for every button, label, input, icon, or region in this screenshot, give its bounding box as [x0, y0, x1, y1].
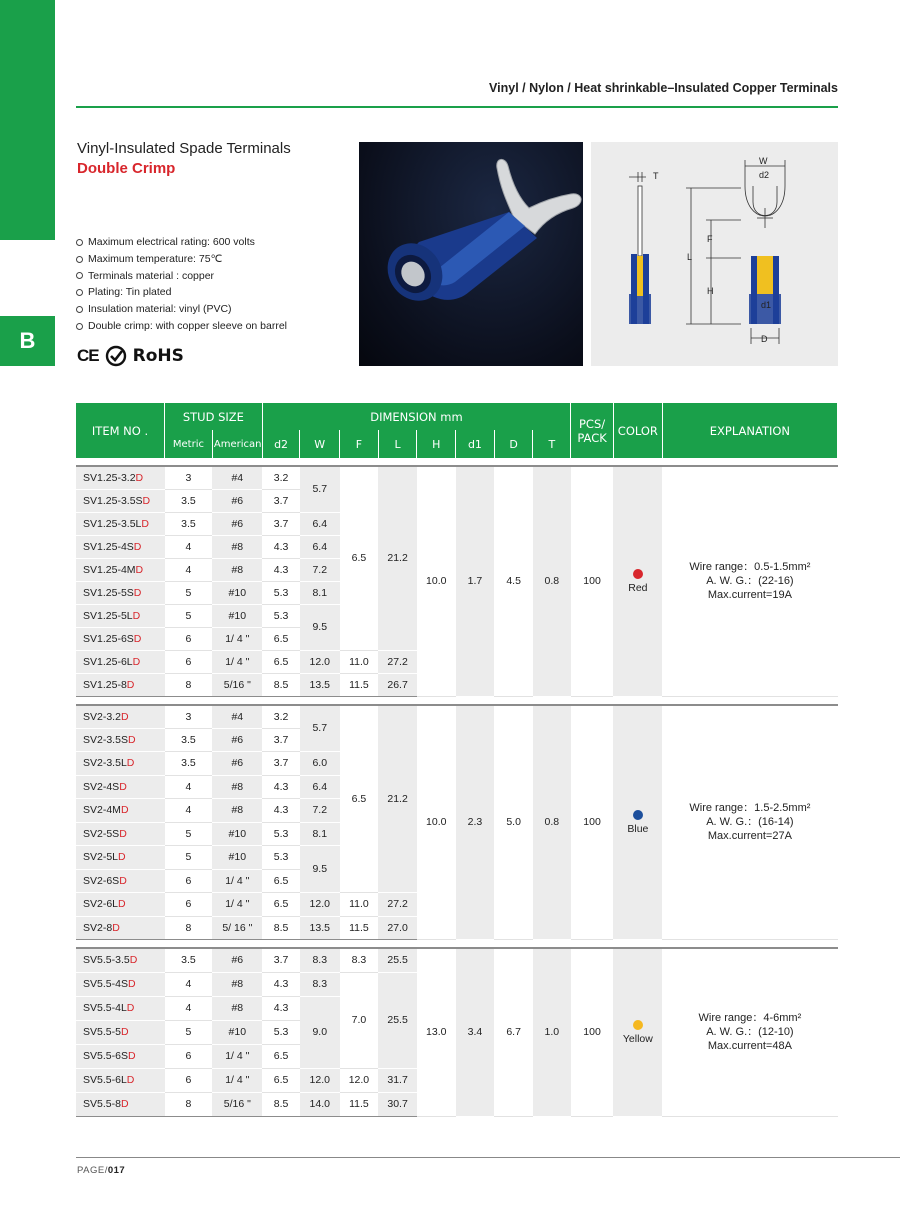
feature-item: Terminals material : copper	[76, 268, 287, 285]
item-number: SV2-3.5LD	[76, 752, 165, 776]
header-f: F	[340, 430, 379, 458]
diagram-label-d: D	[761, 334, 768, 344]
header-t: T	[533, 430, 571, 458]
item-number: SV5.5-6LD	[76, 1068, 165, 1092]
d2-cell: 6.5	[262, 650, 300, 673]
d2-cell: 5.3	[262, 846, 300, 870]
l-cell: 25.5	[378, 972, 417, 1068]
american-cell: #10	[212, 604, 262, 627]
american-cell: 1/ 4 "	[212, 869, 262, 893]
feature-item: Maximum temperature: 75℃	[76, 251, 287, 268]
item-number: SV1.25-8D	[76, 673, 165, 696]
d-cell: 5.0	[494, 705, 533, 940]
metric-cell: 5	[165, 581, 213, 604]
w-cell: 7.2	[300, 558, 340, 581]
metric-cell: 3.5	[165, 728, 213, 752]
f-cell: 11.0	[340, 650, 379, 673]
american-cell: #8	[212, 775, 262, 799]
d2-cell: 3.7	[262, 948, 300, 972]
item-number: SV5.5-4SD	[76, 972, 165, 996]
item-number: SV2-6LD	[76, 893, 165, 917]
d2-cell: 6.5	[262, 893, 300, 917]
w-cell: 8.3	[300, 972, 340, 996]
metric-cell: 3	[165, 466, 213, 489]
explanation-cell: Wire range：0.5-1.5mm² A. W. G.：(22-16) Max.current=19A	[662, 466, 837, 696]
f-cell: 11.5	[340, 1092, 379, 1116]
t-cell: 1.0	[533, 948, 571, 1116]
certification-logos	[77, 345, 184, 367]
item-number: SV2-5SD	[76, 822, 165, 846]
diagram-label-l: L	[687, 252, 693, 262]
american-cell: #8	[212, 558, 262, 581]
item-number: SV5.5-4LD	[76, 996, 165, 1020]
metric-cell: 5	[165, 1020, 213, 1044]
item-number: SV2-4MD	[76, 799, 165, 823]
product-subtitle: Double Crimp	[77, 160, 176, 177]
american-cell: #6	[212, 728, 262, 752]
bullet-icon	[76, 256, 83, 263]
item-number: SV1.25-3.2D	[76, 466, 165, 489]
metric-cell: 8	[165, 673, 213, 696]
metric-cell: 6	[165, 893, 213, 917]
item-number: SV1.25-5SD	[76, 581, 165, 604]
header-pcs-pack: PCS/ PACK	[571, 403, 614, 458]
american-cell: #10	[212, 581, 262, 604]
item-number: SV2-8D	[76, 916, 165, 940]
american-cell: #6	[212, 512, 262, 535]
metric-cell: 4	[165, 775, 213, 799]
ce-mark-icon: CE	[77, 346, 99, 365]
d2-cell: 4.3	[262, 799, 300, 823]
l-cell: 31.7	[378, 1068, 417, 1092]
item-number: SV5.5-6SD	[76, 1044, 165, 1068]
d2-cell: 4.3	[262, 535, 300, 558]
d2-cell: 5.3	[262, 581, 300, 604]
color-dot-icon	[633, 810, 643, 820]
color-cell: Blue	[613, 705, 662, 940]
l-cell: 27.2	[378, 893, 417, 917]
w-cell: 8.1	[300, 581, 340, 604]
spec-table-body	[76, 458, 838, 1116]
metric-cell: 5	[165, 822, 213, 846]
american-cell: #10	[212, 822, 262, 846]
diagram-label-d2: d2	[759, 170, 770, 180]
product-title: Vinyl-Insulated Spade Terminals	[77, 140, 291, 157]
w-cell: 9.0	[300, 996, 340, 1068]
item-number: SV2-5LD	[76, 846, 165, 870]
d1-cell: 2.3	[456, 705, 495, 940]
metric-cell: 6	[165, 627, 213, 650]
f-cell: 12.0	[340, 1068, 379, 1092]
d2-cell: 5.3	[262, 604, 300, 627]
bullet-icon	[76, 323, 83, 330]
american-cell: 1/ 4 "	[212, 1044, 262, 1068]
d2-cell: 4.3	[262, 996, 300, 1020]
d-cell: 4.5	[494, 466, 533, 696]
d2-cell: 3.2	[262, 466, 300, 489]
l-cell: 27.2	[378, 650, 417, 673]
american-cell: #6	[212, 752, 262, 776]
explanation-cell: Wire range：4-6mm² A. W. G.：(12-10) Max.current=48A	[662, 948, 837, 1116]
metric-cell: 5	[165, 846, 213, 870]
metric-cell: 4	[165, 799, 213, 823]
t-cell: 0.8	[533, 705, 571, 940]
h-cell: 10.0	[417, 466, 456, 696]
bullet-icon	[76, 306, 83, 313]
section-tab	[0, 0, 55, 240]
header-h: H	[417, 430, 456, 458]
header-d: D	[494, 430, 533, 458]
american-cell: #4	[212, 705, 262, 729]
item-number: SV2-4SD	[76, 775, 165, 799]
american-cell: 5/ 16 "	[212, 916, 262, 940]
metric-cell: 6	[165, 869, 213, 893]
d2-cell: 8.5	[262, 916, 300, 940]
header-stud-size: STUD SIZE	[165, 403, 263, 430]
footer-divider	[76, 1157, 900, 1158]
metric-cell: 5	[165, 604, 213, 627]
metric-cell: 3	[165, 705, 213, 729]
d2-cell: 6.5	[262, 627, 300, 650]
w-cell: 5.7	[300, 705, 340, 752]
item-number: SV1.25-4SD	[76, 535, 165, 558]
f-cell: 11.5	[340, 673, 379, 696]
pcs-cell: 100	[571, 948, 614, 1116]
d2-cell: 5.3	[262, 1020, 300, 1044]
item-number: SV5.5-3.5D	[76, 948, 165, 972]
section-letter: B	[0, 316, 55, 366]
page-number: PAGE/017	[77, 1165, 126, 1176]
diagram-label-t: T	[653, 171, 659, 181]
header-color: COLOR	[613, 403, 662, 458]
metric-cell: 3.5	[165, 948, 213, 972]
d2-cell: 8.5	[262, 1092, 300, 1116]
metric-cell: 8	[165, 916, 213, 940]
d2-cell: 3.7	[262, 752, 300, 776]
american-cell: #8	[212, 799, 262, 823]
d2-cell: 8.5	[262, 673, 300, 696]
f-cell: 11.5	[340, 916, 379, 940]
american-cell: 1/ 4 "	[212, 1068, 262, 1092]
product-photo	[359, 142, 583, 366]
color-dot-icon	[633, 569, 643, 579]
metric-cell: 8	[165, 1092, 213, 1116]
d2-cell: 5.3	[262, 822, 300, 846]
d2-cell: 3.7	[262, 728, 300, 752]
header-item-no: ITEM NO .	[76, 403, 165, 458]
rohs-mark-icon: RoHS	[132, 346, 184, 366]
f-cell: 6.5	[340, 705, 379, 893]
w-cell: 13.5	[300, 916, 340, 940]
color-cell: Red	[613, 466, 662, 696]
metric-cell: 4	[165, 996, 213, 1020]
american-cell: #4	[212, 466, 262, 489]
l-cell: 27.0	[378, 916, 417, 940]
header-metric: Metric	[165, 430, 213, 458]
american-cell: #8	[212, 972, 262, 996]
pcs-cell: 100	[571, 705, 614, 940]
metric-cell: 4	[165, 972, 213, 996]
american-cell: #8	[212, 535, 262, 558]
feature-item: Insulation material: vinyl (PVC)	[76, 301, 287, 318]
metric-cell: 6	[165, 1044, 213, 1068]
header-dimension: DIMENSION mm	[262, 403, 570, 430]
bullet-icon	[76, 272, 83, 279]
header-w: W	[300, 430, 340, 458]
d1-cell: 1.7	[456, 466, 495, 696]
header-d2: d2	[262, 430, 300, 458]
d2-cell: 4.3	[262, 972, 300, 996]
l-cell: 30.7	[378, 1092, 417, 1116]
feature-item: Plating: Tin plated	[76, 284, 287, 301]
american-cell: 1/ 4 "	[212, 893, 262, 917]
item-number: SV1.25-3.5LD	[76, 512, 165, 535]
metric-cell: 4	[165, 558, 213, 581]
d2-cell: 4.3	[262, 775, 300, 799]
w-cell: 7.2	[300, 799, 340, 823]
american-cell: 5/16 "	[212, 1092, 262, 1116]
item-number: SV1.25-4MD	[76, 558, 165, 581]
d2-cell: 6.5	[262, 1068, 300, 1092]
d2-cell: 3.7	[262, 512, 300, 535]
d2-cell: 6.5	[262, 1044, 300, 1068]
color-cell: Yellow	[613, 948, 662, 1116]
american-cell: #6	[212, 948, 262, 972]
w-cell: 12.0	[300, 1068, 340, 1092]
w-cell: 6.4	[300, 775, 340, 799]
item-number: SV5.5-5D	[76, 1020, 165, 1044]
spec-table	[76, 403, 838, 1117]
item-number: SV1.25-3.5SD	[76, 489, 165, 512]
w-cell: 6.4	[300, 535, 340, 558]
l-cell: 21.2	[378, 466, 417, 650]
d2-cell: 3.7	[262, 489, 300, 512]
bullet-icon	[76, 289, 83, 296]
table-row	[76, 948, 838, 972]
american-cell: 5/16 "	[212, 673, 262, 696]
header-d1: d1	[456, 430, 495, 458]
item-number: SV2-3.5SD	[76, 728, 165, 752]
feature-item: Maximum electrical rating: 600 volts	[76, 234, 287, 251]
table-row	[76, 705, 838, 729]
l-cell: 26.7	[378, 673, 417, 696]
d2-cell: 4.3	[262, 558, 300, 581]
w-cell: 14.0	[300, 1092, 340, 1116]
metric-cell: 3.5	[165, 512, 213, 535]
w-cell: 5.7	[300, 466, 340, 512]
diagram-label-f: F	[707, 234, 713, 244]
page-header-title: Vinyl / Nylon / Heat shrinkable–Insulated Copper Terminals	[489, 81, 838, 95]
header-american: American	[212, 430, 262, 458]
american-cell: #8	[212, 996, 262, 1020]
item-number: SV5.5-8D	[76, 1092, 165, 1116]
w-cell: 12.0	[300, 893, 340, 917]
american-cell: 1/ 4 "	[212, 650, 262, 673]
metric-cell: 6	[165, 1068, 213, 1092]
l-cell: 21.2	[378, 705, 417, 893]
diagram-label-w: W	[759, 156, 768, 166]
feature-list	[76, 234, 287, 335]
feature-item: Double crimp: with copper sleeve on barrel	[76, 318, 287, 335]
d2-cell: 3.2	[262, 705, 300, 729]
h-cell: 13.0	[417, 948, 456, 1116]
diagram-label-h: H	[707, 286, 714, 296]
item-number: SV1.25-6LD	[76, 650, 165, 673]
american-cell: 1/ 4 "	[212, 627, 262, 650]
h-cell: 10.0	[417, 705, 456, 940]
f-cell: 11.0	[340, 893, 379, 917]
american-cell: #10	[212, 846, 262, 870]
american-cell: #10	[212, 1020, 262, 1044]
w-cell: 8.3	[300, 948, 340, 972]
item-number: SV2-3.2D	[76, 705, 165, 729]
w-cell: 6.0	[300, 752, 340, 776]
w-cell: 6.4	[300, 512, 340, 535]
header-explanation: EXPLANATION	[662, 403, 837, 458]
bullet-icon	[76, 239, 83, 246]
w-cell: 8.1	[300, 822, 340, 846]
f-cell: 6.5	[340, 466, 379, 650]
t-cell: 0.8	[533, 466, 571, 696]
w-cell: 9.5	[300, 604, 340, 650]
w-cell: 12.0	[300, 650, 340, 673]
f-cell: 7.0	[340, 972, 379, 1068]
f-cell: 8.3	[340, 948, 379, 972]
l-cell: 25.5	[378, 948, 417, 972]
explanation-cell: Wire range：1.5-2.5mm² A. W. G.：(16-14) Max.current=27A	[662, 705, 837, 940]
w-cell: 9.5	[300, 846, 340, 893]
metric-cell: 4	[165, 535, 213, 558]
d-cell: 6.7	[494, 948, 533, 1116]
header-divider	[76, 106, 838, 108]
dimension-diagram	[591, 142, 838, 366]
item-number: SV1.25-5LD	[76, 604, 165, 627]
item-number: SV1.25-6SD	[76, 627, 165, 650]
table-row	[76, 466, 838, 489]
w-cell: 13.5	[300, 673, 340, 696]
metric-cell: 6	[165, 650, 213, 673]
quality-seal-icon	[105, 345, 127, 367]
item-number: SV2-6SD	[76, 869, 165, 893]
american-cell: #6	[212, 489, 262, 512]
metric-cell: 3.5	[165, 489, 213, 512]
header-l: L	[378, 430, 417, 458]
color-dot-icon	[633, 1020, 643, 1030]
pcs-cell: 100	[571, 466, 614, 696]
d1-cell: 3.4	[456, 948, 495, 1116]
d2-cell: 6.5	[262, 869, 300, 893]
diagram-label-d1: d1	[761, 300, 772, 310]
metric-cell: 3.5	[165, 752, 213, 776]
